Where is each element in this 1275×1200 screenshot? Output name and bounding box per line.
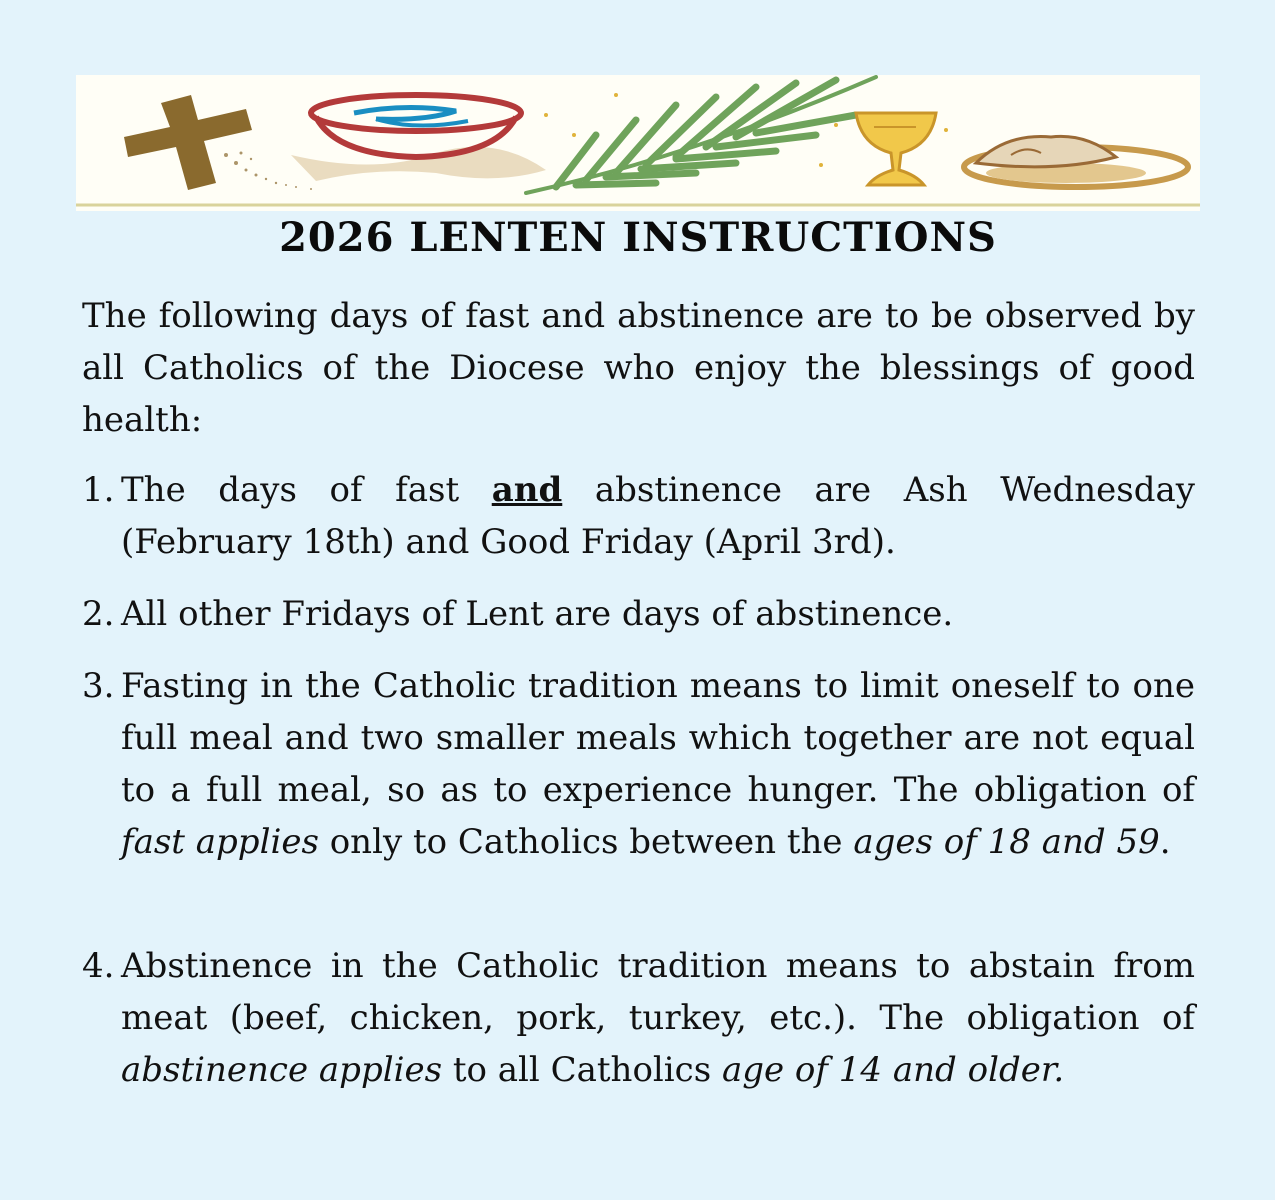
banner-image	[76, 75, 1200, 211]
instruction-item-3	[82, 660, 1195, 868]
instruction-item-2	[82, 588, 1195, 640]
instruction-item-1	[82, 464, 1195, 568]
item-text: All other Fridays of Lent are days of abstinence.	[121, 594, 954, 634]
page-title: 2026 LENTEN INSTRUCTIONS	[279, 214, 997, 261]
intro-paragraph: The following days of fast and abstinence are to be observed by all Catholics of the Diocese who enjoy the blessings of good health:	[82, 296, 1195, 440]
item-number: 3.	[82, 666, 115, 706]
palm-branch-icon	[526, 77, 876, 193]
italic-text: ages of 18 and 59	[853, 822, 1160, 862]
item-text: Fasting in the Catholic tradition means to limit oneself to one full meal and two smaller meals which together are not equal to a full meal, so as to experience hunger. The obligation of	[121, 666, 1195, 810]
cross-icon	[124, 95, 312, 190]
italic-text: fast applies	[121, 822, 319, 862]
item-number: 4.	[82, 946, 115, 986]
bread-plate-icon	[964, 136, 1188, 187]
instruction-item-4	[82, 940, 1195, 1096]
item-text: to all Catholics	[442, 1050, 722, 1090]
item-text: only to Catholics between the	[318, 822, 854, 862]
item-text: .	[1159, 822, 1171, 862]
emphasis-text: and	[491, 470, 563, 510]
italic-text: age of 14 and older.	[721, 1050, 1065, 1090]
bowl-icon	[291, 95, 546, 181]
item-text: The days of fast	[121, 470, 492, 510]
item-number: 2.	[82, 594, 115, 634]
italic-text: abstinence applies	[121, 1050, 443, 1090]
item-text: Abstinence in the Catholic tradition means to abstain from meat (beef, chicken, pork, turkey, etc.). The obligation of	[121, 946, 1195, 1038]
item-number: 1.	[82, 470, 115, 510]
chalice-icon	[856, 113, 936, 185]
item-text: abstinence are Ash Wednesday (February 18th) and Good Friday (April 3rd).	[121, 470, 1195, 562]
